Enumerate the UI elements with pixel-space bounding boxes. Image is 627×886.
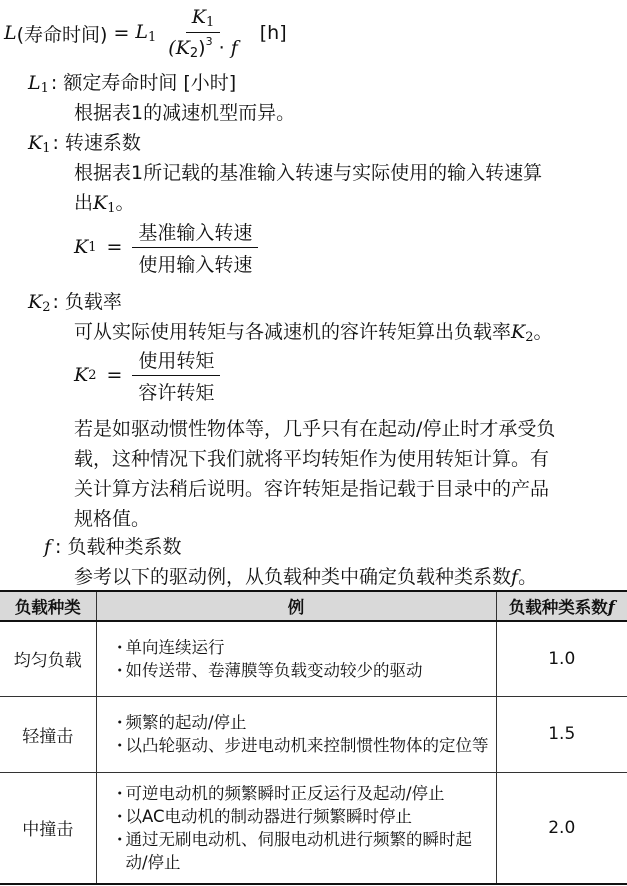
k2-equation: K 2 = $\frac{\text{使用转矩}}{\text{容许转矩}}$: [74, 347, 220, 403]
load-factor-table: [0, 590, 627, 885]
term-f-heading: f : 负载种类系数: [44, 536, 182, 558]
formula-unit: [h]: [259, 22, 287, 44]
formula-lhs-paren: (寿命时间): [16, 23, 108, 46]
load-type-cell: 轻撞击: [0, 696, 96, 772]
example-item: ・ 通过无刷电动机、伺服电动机进行频繁的瞬时起动/停止: [112, 828, 489, 874]
term-k1-desc-line2: 出$K_1$。: [74, 192, 135, 216]
coefficient-cell: 1.5: [496, 696, 627, 772]
k1-equation: K 1 = $\frac{\text{基准输入转速}}{\text{使用输入转速}}$: [74, 219, 258, 275]
k2-denominator: 容许转矩: [138, 381, 215, 404]
k2-note: 若是如驱动惯性物体等，几乎只有在起动/停止时才承受负 载，这种情况下我们就将平均转矩作为使用转矩计算。有 关计算方法稍后说明。容许转矩是指记载于目录中的产品 规格值。: [74, 418, 556, 530]
k2-fraction: [132, 346, 220, 405]
term-k1-heading: $K_1$ : 转速系数: [28, 132, 141, 156]
term-l1-title: 额定寿命时间 [小时]: [63, 72, 237, 94]
example-item: ・ 频繁的起动/停止: [112, 711, 489, 734]
example-cell: [96, 696, 496, 772]
k1-numerator: 基准输入转速: [132, 218, 258, 248]
example-item: ・ 单向连续运行: [112, 636, 489, 659]
header-coefficient: 负载种类系数f: [496, 591, 627, 621]
table-row: [0, 772, 627, 884]
table-row: [0, 696, 627, 772]
formula-equals: =: [113, 22, 130, 44]
life-formula: [4, 5, 287, 61]
table-row: [0, 621, 627, 696]
formula-fraction: [162, 6, 243, 61]
example-item: ・ 如传送带、卷薄膜等负载变动较少的驱动: [112, 659, 489, 682]
k2-numerator: 使用转矩: [132, 346, 220, 376]
coefficient-cell: 1.0: [496, 621, 627, 696]
example-item: ・ 以凸轮驱动、步进电动机来控制惯性物体的定位等: [112, 734, 489, 757]
coefficient-cell: 2.0: [496, 772, 627, 884]
table-header-row: [0, 591, 627, 621]
term-k2-title: 负载率: [64, 291, 122, 313]
term-k1-desc-line1: 根据表1所记载的基准输入转速与实际使用的输入转速算: [74, 162, 543, 184]
term-k2-heading: $K_2$ : 负载率: [28, 291, 122, 315]
term-k2-desc: 可从实际使用转矩与各减速机的容许转矩算出负载率$K_2$。: [74, 321, 553, 345]
k1-denominator: 使用输入转速: [138, 253, 253, 276]
term-f-desc: 参考以下的驱动例，从负载种类中确定负载种类系数f。: [74, 566, 538, 588]
k1-fraction: [132, 218, 258, 277]
example-item: ・ 以AC电动机的制动器进行频繁瞬时停止: [112, 805, 489, 828]
term-k1-title: 转速系数: [64, 132, 141, 154]
example-cell: [96, 772, 496, 884]
example-item: ・ 可逆电动机的频繁瞬时正反运行及起动/停止: [112, 782, 489, 805]
term-l1-desc: 根据表1的减速机型而异。: [74, 102, 296, 124]
load-type-cell: 中撞击: [0, 772, 96, 884]
formula-l1: $L_1$: [135, 21, 157, 45]
formula-denominator: $(K_2)^3 \cdot f$: [168, 34, 238, 61]
term-f-title: 负载种类系数: [67, 536, 182, 558]
term-l1-heading: $L_1$ : 额定寿命时间 [小时]: [28, 72, 237, 96]
header-load-type: 负载种类: [0, 591, 96, 621]
header-example: 例: [96, 591, 496, 621]
example-cell: [96, 621, 496, 696]
formula-numerator: $K_1$: [186, 6, 220, 33]
formula-lhs-var: L: [4, 22, 17, 44]
load-type-cell: 均匀负载: [0, 621, 96, 696]
